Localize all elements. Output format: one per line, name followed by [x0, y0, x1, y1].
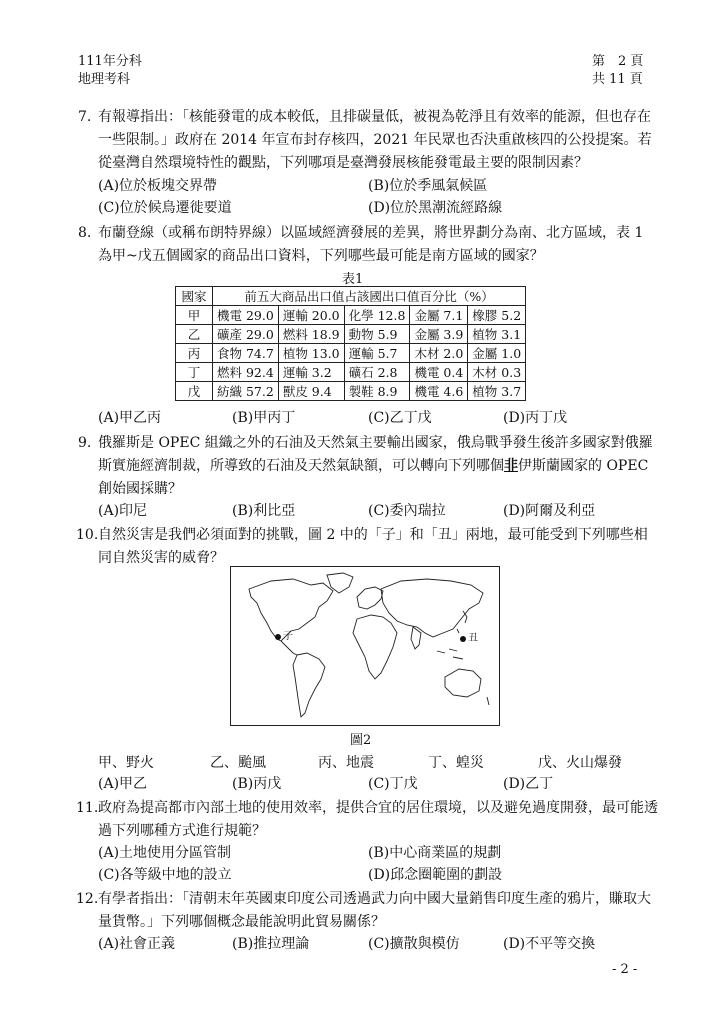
table-cell: 機電 4.6 — [410, 382, 468, 401]
table-cell: 獸皮 9.4 — [278, 382, 344, 401]
table-row — [176, 382, 526, 401]
option-11c: (C)各等級中地的設立 — [98, 867, 232, 883]
table-cell: 動物 5.9 — [344, 325, 410, 344]
question-text — [98, 432, 658, 501]
question-text: 有報導指出：「核能發電的成本較低，且排碳量低，被視為乾淨且有效率的能源，但也存在一些限制。」政府在 2014 年宣布封存核四，2021 年民眾也否決重啟核四的公投提案。若從臺灣自然環境特性的觀點，下列哪項是臺灣發展核能發電最主要的限制因素？ — [98, 109, 652, 171]
option-8d: (D)丙丁戊 — [503, 410, 568, 426]
table-cell: 運輸 3.2 — [278, 363, 344, 382]
table-cell: 礦產 29.0 — [213, 325, 279, 344]
option-12c: (C)擴散與模仿 — [368, 936, 460, 952]
table-cell: 植物 3.1 — [468, 325, 526, 344]
question-number: 9. — [78, 435, 92, 451]
table-cell: 木材 0.3 — [468, 363, 526, 382]
table-cell: 乙 — [176, 325, 213, 344]
question-number: 11. — [76, 800, 99, 816]
question-text: 布蘭登線（或稱布朗特界線）以區域經濟發展的差異，將世界劃分為南、北方區域，表 1 為甲~戊五個國家的商品出口資料，下列哪些最可能是南方區域的國家？ — [98, 225, 644, 264]
table-cell: 戊 — [176, 382, 213, 401]
question-number: 7. — [78, 109, 92, 125]
table-cell: 製鞋 8.9 — [344, 382, 410, 401]
option-7c: (C)位於候鳥遷徙要道 — [98, 200, 232, 216]
table-cell: 木材 2.0 — [410, 344, 468, 363]
table-caption: 表1 — [342, 272, 364, 287]
question-text-part: 伊斯蘭國家的 OPEC 創始國採購？ — [98, 458, 649, 497]
option-7d: (D)位於黑潮流經路線 — [368, 200, 503, 216]
option-10c: (C)丁戊 — [368, 776, 418, 792]
table-header-country: 國家 — [176, 287, 213, 306]
table-cell: 金屬 1.0 — [468, 344, 526, 363]
question-number: 10. — [76, 527, 99, 543]
option-9b: (B)利比亞 — [232, 503, 296, 519]
world-map-outline — [231, 567, 499, 725]
option-11a: (A)土地使用分區管制 — [98, 845, 232, 861]
option-7a: (A)位於板塊交界帶 — [98, 178, 218, 194]
question-12 — [78, 888, 658, 934]
question-7 — [78, 106, 658, 175]
subject-name: 地理考科 — [78, 72, 131, 87]
table-cell: 金屬 3.9 — [410, 325, 468, 344]
table-header-row — [176, 287, 526, 306]
table-cell: 燃料 92.4 — [213, 363, 279, 382]
hazard-item: 甲、野火 — [98, 755, 154, 771]
page-number: 第 2 頁 — [592, 54, 644, 69]
table-cell: 橡膠 5.2 — [468, 306, 526, 325]
table-cell: 丙 — [176, 344, 213, 363]
table-cell: 運輸 5.7 — [344, 344, 410, 363]
option-8c: (C)乙丁戊 — [368, 410, 432, 426]
hazard-item: 丁、蝗災 — [428, 755, 484, 771]
table-cell: 燃料 18.9 — [278, 325, 344, 344]
question-text: 有學者指出：「清朝末年英國東印度公司透過武力向中國大量銷售印度生產的鴉片，賺取大量貨幣。」下列哪個概念最能說明此貿易關係？ — [98, 891, 651, 930]
question-text-part: 俄羅斯是 OPEC 組織之外的石油及天然氣主要輸出國家，俄烏戰爭發生後許多國家對俄羅斯實施經濟制裁，所導致的石油及天然氣缺額，可以轉向下列哪個 — [98, 435, 653, 474]
world-map — [230, 566, 500, 726]
option-10d: (D)乙丁 — [503, 776, 554, 792]
hazard-item: 丙、地震 — [318, 755, 374, 771]
location-chou-dot — [460, 636, 466, 642]
question-10 — [78, 524, 658, 570]
question-number: 12. — [76, 891, 99, 907]
table-cell: 甲 — [176, 306, 213, 325]
question-8 — [78, 222, 658, 268]
question-text: 自然災害是我們必須面對的挑戰，圖 2 中的「子」和「丑」兩地，最可能受到下列哪些相同自然災害的威脅？ — [98, 527, 648, 566]
option-11b: (B)中心商業區的規劃 — [368, 845, 502, 861]
option-8b: (B)甲丙丁 — [232, 410, 296, 426]
table-cell: 運輸 20.0 — [278, 306, 344, 325]
table-row — [176, 306, 526, 325]
option-10a: (A)甲乙 — [98, 776, 148, 792]
table-row — [176, 344, 526, 363]
table-cell: 金屬 7.1 — [410, 306, 468, 325]
option-9d: (D)阿爾及利亞 — [503, 503, 596, 519]
table-row — [176, 363, 526, 382]
footer-page-number: - 2 - — [612, 962, 638, 977]
option-9a: (A)印尼 — [98, 503, 148, 519]
table-cell: 機電 0.4 — [410, 363, 468, 382]
table-cell: 紡織 57.2 — [213, 382, 279, 401]
option-12d: (D)不平等交換 — [503, 936, 596, 952]
option-10b: (B)丙戊 — [232, 776, 282, 792]
question-text: 政府為提高都市內部土地的使用效率，提供合宜的居住環境，以及避免過度開發，最可能透過下列哪種方式進行規範？ — [98, 800, 658, 839]
map-label-chou: 丑 — [468, 633, 478, 644]
table-cell: 機電 29.0 — [213, 306, 279, 325]
option-7b: (B)位於季風氣候區 — [368, 178, 488, 194]
table-cell: 植物 13.0 — [278, 344, 344, 363]
total-pages: 共 11 頁 — [592, 72, 643, 87]
table-cell: 礦石 2.8 — [344, 363, 410, 382]
export-table — [175, 286, 526, 401]
option-8a: (A)甲乙丙 — [98, 410, 162, 426]
table-cell: 化學 12.8 — [344, 306, 410, 325]
location-zi-dot — [275, 634, 281, 640]
question-9 — [78, 432, 658, 501]
option-12b: (B)推拉理論 — [232, 936, 310, 952]
question-number: 8. — [78, 225, 92, 241]
subject-year: 111年分科 — [78, 54, 142, 69]
hazard-item: 乙、颱風 — [210, 755, 266, 771]
table-row — [176, 325, 526, 344]
table-cell: 植物 3.7 — [468, 382, 526, 401]
map-label-zi: 子 — [283, 631, 293, 642]
question-11 — [78, 797, 658, 843]
table-cell: 丁 — [176, 363, 213, 382]
option-9c: (C)委內瑞拉 — [368, 503, 446, 519]
table-header-items: 前五大商品出口值占該國出口值百分比（%） — [213, 287, 526, 306]
option-11d: (D)邱念圈範圍的劃設 — [368, 867, 503, 883]
figure-caption: 圖2 — [350, 733, 372, 748]
option-12a: (A)社會正義 — [98, 936, 176, 952]
hazard-item: 戊、火山爆發 — [538, 755, 622, 771]
table-cell: 食物 74.7 — [213, 344, 279, 363]
emphasis-non: 非 — [504, 458, 518, 474]
